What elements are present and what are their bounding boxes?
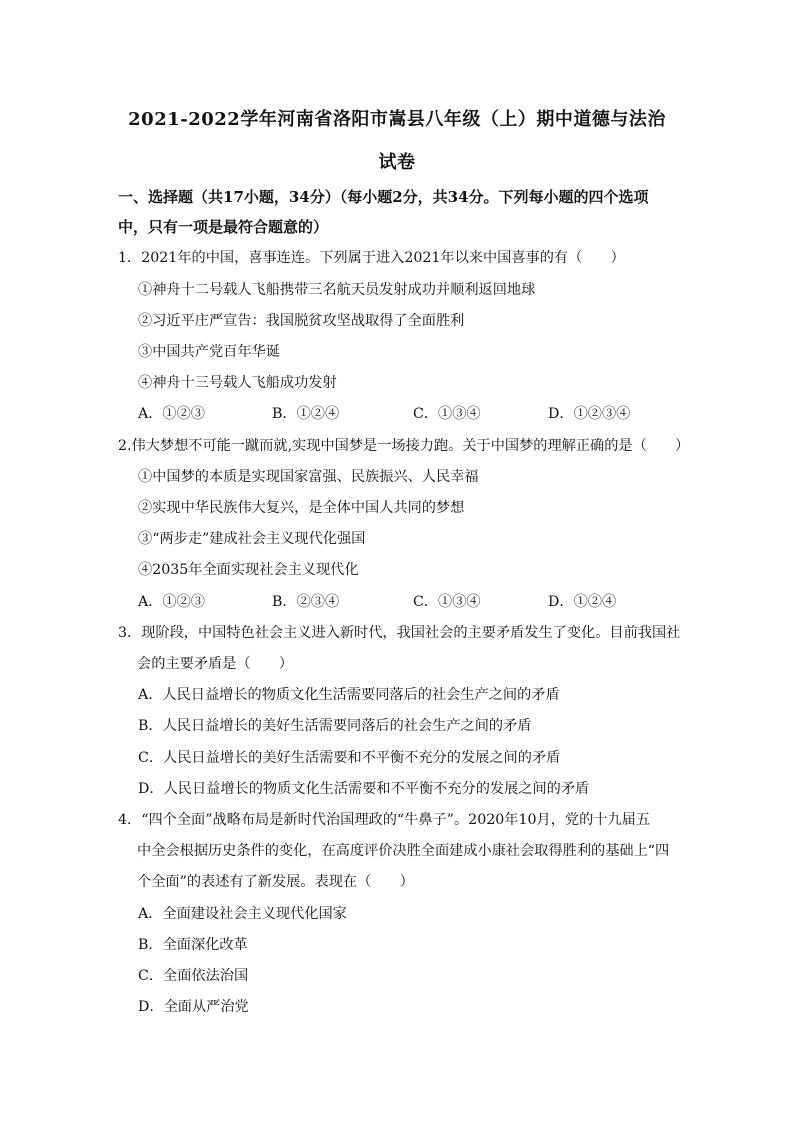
- exam-title-continued: 试卷: [378, 152, 416, 173]
- question-4-option-d: D．全面从严治党: [138, 999, 249, 1015]
- question-2-item-1: ①中国梦的本质是实现国家富强、民族振兴、人民幸福: [138, 469, 479, 485]
- question-2-item-2: ②实现中华民族伟大复兴，是全体中国人共同的梦想: [138, 500, 465, 516]
- question-2-stem: 2.伟大梦想不可能一蹴而就,实现中国梦是一场接力跑。关于中国梦的理解正确的是（ ）: [118, 438, 690, 454]
- question-1-item-2: ②习近平庄严宣告：我国脱贫攻坚战取得了全面胜利: [138, 313, 465, 329]
- question-3-stem-continued: 会的主要矛盾是（ ）: [137, 656, 294, 672]
- question-3-stem: 3．现阶段，中国特色社会主义进入新时代，我国社会的主要矛盾发生了变化。目前我国社: [118, 625, 681, 641]
- question-2-item-3: ③“两步走”建成社会主义现代化强国: [138, 531, 366, 547]
- question-1-item-4: ④神舟十三号载人飞船成功发射: [138, 375, 337, 391]
- question-4-option-c: C．全面依法治国: [138, 968, 249, 984]
- question-1-option-c: C．①③④: [413, 406, 481, 422]
- question-4-option-a: A．全面建设社会主义现代化国家: [138, 906, 347, 922]
- question-4-option-b: B．全面深化改革: [138, 937, 248, 953]
- question-4-stem-continued-1: 中全会根据历史条件的变化，在高度评价决胜全面建成小康社会取得胜利的基础上“四: [137, 843, 670, 859]
- question-3-option-a: A．人民日益增长的物质文化生活需要同落后的社会生产之间的矛盾: [138, 687, 560, 703]
- question-1-option-d: D．①②③④: [548, 406, 631, 422]
- exam-title: 2021-2022学年河南省洛阳市嵩县八年级（上）期中道德与法治: [128, 109, 666, 130]
- question-3-option-c: C．人民日益增长的美好生活需要和不平衡不充分的发展之间的矛盾: [138, 750, 561, 766]
- question-1-stem: 1．2021年的中国，喜事连连。下列属于进入2021年以来中国喜事的有（ ）: [118, 250, 625, 266]
- question-4-stem-continued-2: 个全面”的表述有了新发展。表现在（ ）: [137, 874, 414, 890]
- question-1-option-a: A．①②③: [138, 406, 205, 422]
- question-1-item-1: ①神舟十二号载人飞船携带三名航天员发射成功并顺利返回地球: [138, 282, 536, 298]
- question-1-item-3: ③中国共产党百年华诞: [138, 344, 280, 360]
- question-2-option-c: C．①③④: [413, 594, 481, 610]
- question-2-item-4: ④2035年全面实现社会主义现代化: [138, 562, 359, 578]
- question-1-option-b: B．①②④: [272, 406, 340, 422]
- section-heading: 一、选择题（共17小题，34分）（每小题2分，共34分。下列每小题的四个选项中，只有一项是最符合题意的）: [118, 188, 649, 236]
- question-2-option-d: D．①②④: [548, 594, 617, 610]
- question-2-option-b: B．②③④: [272, 594, 340, 610]
- question-2-option-a: A．①②③: [138, 594, 205, 610]
- question-3-option-d: D．人民日益增长的物质文化生活需要和不平衡不充分的发展之间的矛盾: [138, 781, 590, 797]
- question-4-stem: 4．“四个全面”战略布局是新时代治国理政的“牛鼻子”。2020年10月，党的十九届五: [118, 812, 651, 828]
- question-3-option-b: B．人民日益增长的美好生活需要同落后的社会生产之间的矛盾: [138, 718, 532, 734]
